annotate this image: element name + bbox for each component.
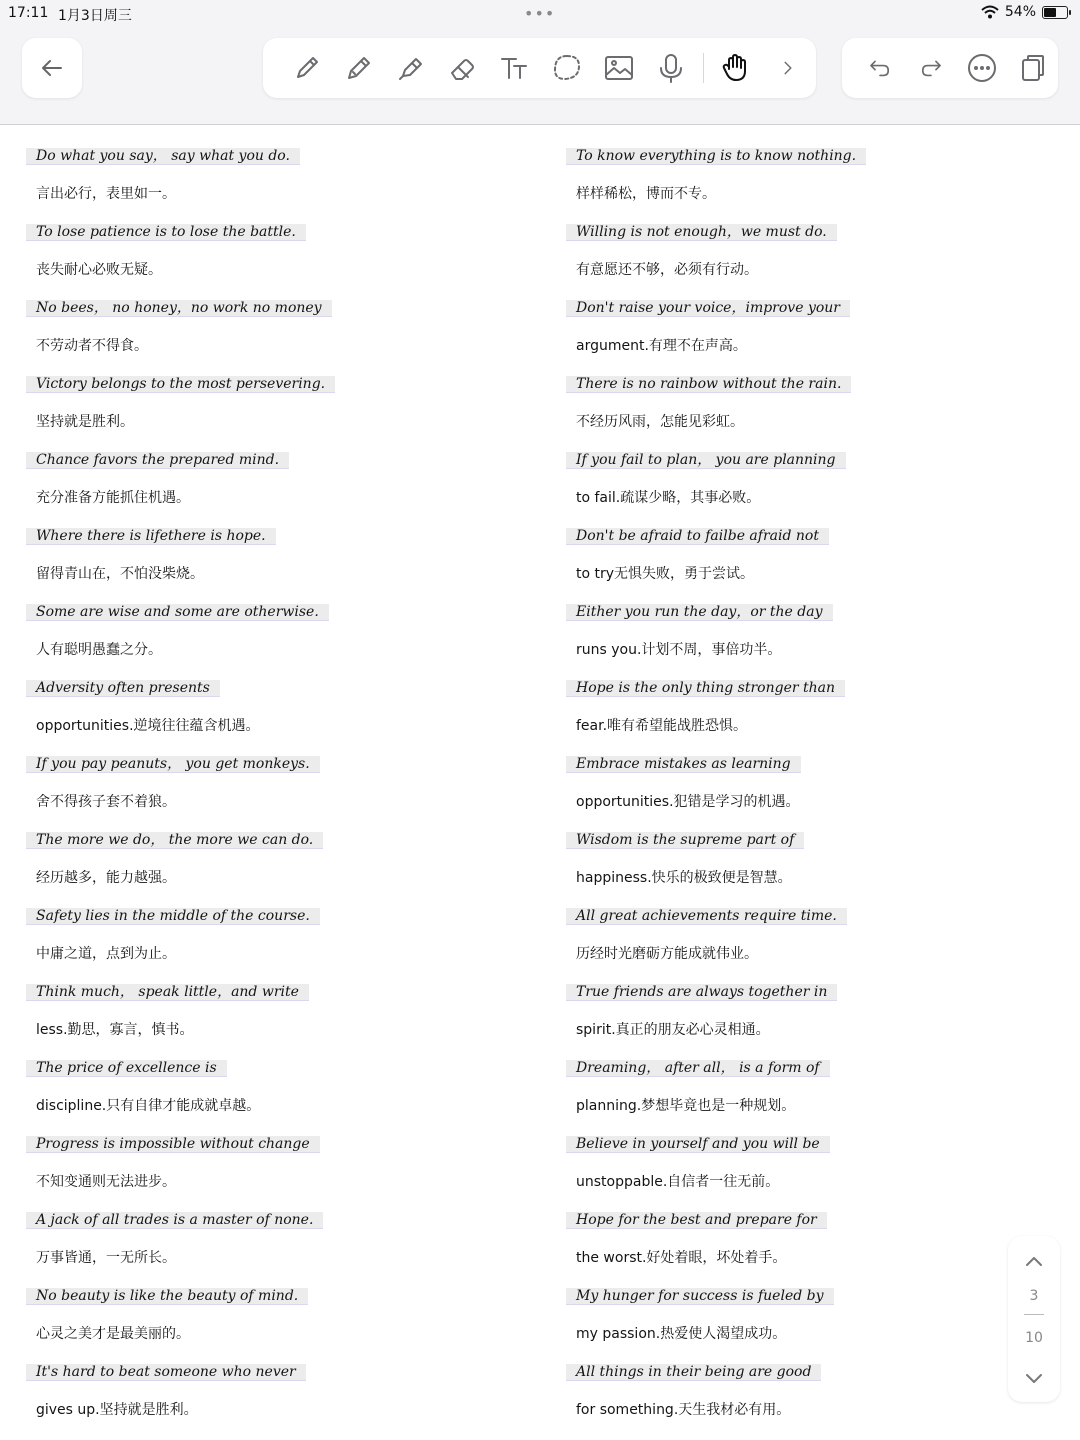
quote-entry bbox=[566, 745, 1080, 821]
total-pages: 10 bbox=[1025, 1330, 1043, 1346]
quote-second-line bbox=[566, 935, 1080, 973]
quote-english-line bbox=[26, 669, 556, 707]
highlighted-quote-text: No beauty is like the beauty of mind. bbox=[26, 1288, 308, 1305]
quote-translation-text: 坚持就是胜利。 bbox=[36, 414, 134, 430]
quote-english-line bbox=[26, 1049, 556, 1087]
quote-translation-text: 不经历风雨，怎能见彩虹。 bbox=[576, 414, 744, 430]
page-navigator bbox=[1008, 1236, 1060, 1402]
quote-english-line bbox=[566, 1353, 1080, 1391]
hand-gesture-icon bbox=[719, 51, 753, 85]
quote-english-line bbox=[26, 593, 556, 631]
quote-english-line bbox=[566, 745, 1080, 783]
highlighted-quote-text: To lose patience is to lose the battle. bbox=[26, 224, 306, 241]
highlighted-quote-text: Don't be afraid to failbe afraid not bbox=[566, 528, 829, 545]
hand-gesture-button[interactable] bbox=[710, 42, 762, 94]
quote-english-line bbox=[566, 593, 1080, 631]
quote-translation-text: argument.有理不在声高。 bbox=[576, 338, 747, 354]
quote-translation-text: 丧失耐心必败无疑。 bbox=[36, 262, 162, 278]
quote-second-line bbox=[566, 707, 1080, 745]
quote-translation-text: spirit.真正的朋友必心灵相通。 bbox=[576, 1022, 770, 1038]
highlighted-quote-text: Willing is not enough，we must do. bbox=[566, 224, 837, 241]
quote-entry bbox=[566, 1049, 1080, 1125]
quote-english-line bbox=[566, 1049, 1080, 1087]
quote-translation-text: 舍不得孩子套不着狼。 bbox=[36, 794, 176, 810]
left-column bbox=[26, 137, 556, 1429]
redo-icon bbox=[917, 54, 945, 82]
redo-button[interactable] bbox=[905, 42, 956, 94]
highlighted-quote-text: A jack of all trades is a master of none. bbox=[26, 1212, 323, 1229]
quote-translation-text: discipline.只有自律才能成就卓越。 bbox=[36, 1098, 261, 1114]
quote-second-line bbox=[26, 327, 556, 365]
quote-english-line bbox=[566, 1277, 1080, 1315]
quote-entry bbox=[26, 213, 556, 289]
quote-translation-text: 留得青山在，不怕没柴烧。 bbox=[36, 566, 204, 582]
quote-entry bbox=[566, 1201, 1080, 1277]
quote-second-line bbox=[566, 555, 1080, 593]
quote-second-line bbox=[566, 1391, 1080, 1429]
quote-entry bbox=[566, 593, 1080, 669]
quote-english-line bbox=[566, 213, 1080, 251]
quote-entry bbox=[566, 973, 1080, 1049]
highlighted-quote-text: Do what you say， say what you do. bbox=[26, 148, 300, 165]
pencil-tool-button[interactable] bbox=[333, 42, 385, 94]
quote-entry bbox=[566, 213, 1080, 289]
quote-second-line bbox=[566, 1011, 1080, 1049]
previous-page-button[interactable] bbox=[1008, 1242, 1060, 1282]
quote-translation-text: fear.唯有希望能战胜恐惧。 bbox=[576, 718, 748, 734]
more-options-button[interactable] bbox=[956, 42, 1007, 94]
wifi-icon bbox=[981, 5, 999, 19]
pen-icon bbox=[290, 51, 324, 85]
quote-english-line bbox=[26, 517, 556, 555]
quote-english-line bbox=[566, 821, 1080, 859]
highlighted-quote-text: There is no rainbow without the rain. bbox=[566, 376, 851, 393]
quote-second-line bbox=[26, 631, 556, 669]
quote-entry bbox=[566, 1353, 1080, 1429]
highlighted-quote-text: Hope for the best and prepare for bbox=[566, 1212, 827, 1229]
microphone-tool-button[interactable] bbox=[645, 42, 697, 94]
quote-english-line bbox=[26, 137, 556, 175]
toolbar-divider bbox=[703, 53, 704, 83]
quote-entry bbox=[566, 517, 1080, 593]
history-actions-bar bbox=[842, 38, 1058, 98]
highlighted-quote-text: All great achievements require time. bbox=[566, 908, 847, 925]
pages-button[interactable] bbox=[1007, 42, 1058, 94]
right-column bbox=[566, 137, 1080, 1429]
highlighter-icon bbox=[394, 51, 428, 85]
quote-translation-text: opportunities.逆境往往蕴含机遇。 bbox=[36, 718, 260, 734]
quote-entry bbox=[26, 1201, 556, 1277]
highlighted-quote-text: Where there is lifethere is hope. bbox=[26, 528, 276, 545]
status-bar bbox=[0, 0, 1080, 28]
quote-english-line bbox=[26, 897, 556, 935]
quote-second-line bbox=[566, 1315, 1080, 1353]
back-arrow-icon bbox=[39, 55, 65, 81]
quote-second-line bbox=[26, 1087, 556, 1125]
quote-entry bbox=[26, 821, 556, 897]
quote-english-line bbox=[26, 365, 556, 403]
quote-second-line bbox=[566, 175, 1080, 213]
quote-english-line bbox=[26, 213, 556, 251]
undo-button[interactable] bbox=[854, 42, 905, 94]
more-icon bbox=[965, 51, 999, 85]
quote-second-line bbox=[566, 251, 1080, 289]
status-date: 1月3日周三 bbox=[58, 8, 132, 24]
highlighted-quote-text: All things in their being are good bbox=[566, 1364, 821, 1381]
quote-entry bbox=[26, 517, 556, 593]
more-tools-button[interactable] bbox=[762, 42, 814, 94]
quote-entry bbox=[26, 1353, 556, 1429]
quote-second-line bbox=[26, 479, 556, 517]
highlighted-quote-text: If you pay peanuts， you get monkeys. bbox=[26, 756, 320, 773]
quote-english-line bbox=[26, 821, 556, 859]
quote-entry bbox=[566, 441, 1080, 517]
quote-second-line bbox=[566, 327, 1080, 365]
quote-second-line bbox=[26, 175, 556, 213]
quote-translation-text: 不劳动者不得食。 bbox=[36, 338, 148, 354]
highlighted-quote-text: My hunger for success is fueled by bbox=[566, 1288, 834, 1305]
pen-tool-button[interactable] bbox=[281, 42, 333, 94]
quote-second-line bbox=[26, 251, 556, 289]
quote-translation-text: 人有聪明愚蠢之分。 bbox=[36, 642, 162, 658]
multitasking-dots-icon[interactable]: ••• bbox=[524, 4, 556, 23]
lasso-tool-button[interactable] bbox=[541, 42, 593, 94]
highlighted-quote-text: Wisdom is the supreme part of bbox=[566, 832, 804, 849]
quote-english-line bbox=[26, 973, 556, 1011]
quote-second-line bbox=[26, 1239, 556, 1277]
highlighted-quote-text: If you fail to plan， you are planning bbox=[566, 452, 846, 469]
quote-english-line bbox=[566, 1201, 1080, 1239]
highlighted-quote-text: The more we do， the more we can do. bbox=[26, 832, 323, 849]
quote-translation-text: less.勤思，寡言，慎书。 bbox=[36, 1022, 194, 1038]
quote-translation-text: 样样稀松，博而不专。 bbox=[576, 186, 716, 202]
quote-english-line bbox=[26, 745, 556, 783]
quote-english-line bbox=[566, 897, 1080, 935]
highlighted-quote-text: True friends are always together in bbox=[566, 984, 837, 1001]
quote-english-line bbox=[26, 441, 556, 479]
quote-entry bbox=[26, 1125, 556, 1201]
highlighted-quote-text: To know everything is to know nothing. bbox=[566, 148, 866, 165]
quote-second-line bbox=[566, 631, 1080, 669]
quote-entry bbox=[26, 441, 556, 517]
quote-english-line bbox=[26, 1125, 556, 1163]
quote-translation-text: 不知变通则无法进步。 bbox=[36, 1174, 176, 1190]
quote-second-line bbox=[26, 707, 556, 745]
quote-english-line bbox=[566, 365, 1080, 403]
pages-icon bbox=[1016, 51, 1050, 85]
quote-english-line bbox=[566, 441, 1080, 479]
quote-english-line bbox=[566, 973, 1080, 1011]
quote-translation-text: 言出必行，表里如一。 bbox=[36, 186, 176, 202]
quote-entry bbox=[566, 137, 1080, 213]
highlighter-tool-button[interactable] bbox=[385, 42, 437, 94]
quote-translation-text: 万事皆通，一无所长。 bbox=[36, 1250, 176, 1266]
note-page[interactable] bbox=[0, 125, 1080, 1440]
highlighted-quote-text: Chance favors the prepared mind. bbox=[26, 452, 289, 469]
text-tool-button[interactable] bbox=[489, 42, 541, 94]
battery-icon bbox=[1042, 6, 1068, 19]
quote-translation-text: happiness.快乐的极致便是智慧。 bbox=[576, 870, 792, 886]
image-tool-button[interactable] bbox=[593, 42, 645, 94]
quote-second-line bbox=[566, 1239, 1080, 1277]
highlighted-quote-text: Safety lies in the middle of the course. bbox=[26, 908, 320, 925]
highlighted-quote-text: Progress is impossible without change bbox=[26, 1136, 320, 1153]
quote-second-line bbox=[566, 479, 1080, 517]
quote-second-line bbox=[26, 1163, 556, 1201]
status-time: 17:11 bbox=[8, 5, 49, 21]
quote-translation-text: opportunities.犯错是学习的机遇。 bbox=[576, 794, 800, 810]
quote-translation-text: 有意愿还不够，必须有行动。 bbox=[576, 262, 758, 278]
highlighted-quote-text: It's hard to beat someone who never bbox=[26, 1364, 306, 1381]
quote-second-line bbox=[566, 403, 1080, 441]
eraser-icon bbox=[446, 51, 480, 85]
quote-second-line bbox=[566, 1163, 1080, 1201]
current-page-number: 3 bbox=[1029, 1288, 1039, 1304]
quote-english-line bbox=[566, 1125, 1080, 1163]
quote-entry bbox=[26, 289, 556, 365]
undo-icon bbox=[866, 54, 894, 82]
quote-translation-text: 心灵之美才是最美丽的。 bbox=[36, 1326, 190, 1342]
back-button[interactable] bbox=[22, 38, 82, 98]
pencil-icon bbox=[342, 51, 376, 85]
battery-percent: 54% bbox=[1004, 4, 1036, 20]
highlighted-quote-text: Some are wise and some are otherwise. bbox=[26, 604, 329, 621]
quote-entry bbox=[26, 897, 556, 973]
chevron-down-icon bbox=[1023, 1367, 1045, 1389]
quote-english-line bbox=[26, 1201, 556, 1239]
quote-english-line bbox=[566, 137, 1080, 175]
quote-entry bbox=[26, 137, 556, 213]
quote-second-line bbox=[26, 935, 556, 973]
quote-translation-text: 中庸之道，点到为止。 bbox=[36, 946, 176, 962]
quote-english-line bbox=[26, 1277, 556, 1315]
image-icon bbox=[602, 51, 636, 85]
status-right bbox=[981, 4, 1068, 20]
quote-entry bbox=[26, 1049, 556, 1125]
highlighted-quote-text: Don't raise your voice，improve your bbox=[566, 300, 850, 317]
next-page-button[interactable] bbox=[1008, 1358, 1060, 1398]
highlighted-quote-text: The price of excellence is bbox=[26, 1060, 227, 1077]
quote-english-line bbox=[566, 669, 1080, 707]
quote-entry bbox=[566, 669, 1080, 745]
quote-translation-text: to fail.疏谋少略，其事必败。 bbox=[576, 490, 761, 506]
quote-translation-text: to try无惧失败，勇于尝试。 bbox=[576, 566, 755, 582]
highlighted-quote-text: Adversity often presents bbox=[26, 680, 220, 697]
quote-entry bbox=[566, 821, 1080, 897]
quote-entry bbox=[566, 289, 1080, 365]
quote-translation-text: planning.梦想毕竟也是一种规划。 bbox=[576, 1098, 796, 1114]
drawing-tools-bar bbox=[263, 38, 816, 98]
highlighted-quote-text: No bees， no honey，no work no money bbox=[26, 300, 332, 317]
quote-translation-text: for something.天生我材必有用。 bbox=[576, 1402, 791, 1418]
quote-second-line bbox=[566, 783, 1080, 821]
quote-translation-text: the worst.好处着眼，坏处着手。 bbox=[576, 1250, 787, 1266]
quote-second-line bbox=[26, 1391, 556, 1429]
quote-second-line bbox=[26, 403, 556, 441]
lasso-icon bbox=[550, 51, 584, 85]
page-number-divider bbox=[1024, 1314, 1044, 1315]
quote-translation-text: runs you.计划不周，事倍功半。 bbox=[576, 642, 782, 658]
quote-entry bbox=[26, 669, 556, 745]
highlighted-quote-text: Embrace mistakes as learning bbox=[566, 756, 801, 773]
quote-translation-text: 历经时光磨砺方能成就伟业。 bbox=[576, 946, 758, 962]
quote-entry bbox=[26, 1277, 556, 1353]
quote-english-line bbox=[566, 517, 1080, 555]
highlighted-quote-text: Believe in yourself and you will be bbox=[566, 1136, 830, 1153]
quote-english-line bbox=[566, 289, 1080, 327]
quote-entry bbox=[26, 745, 556, 821]
quote-second-line bbox=[26, 1315, 556, 1353]
quote-entry bbox=[566, 1277, 1080, 1353]
quote-second-line bbox=[26, 859, 556, 897]
quote-entry bbox=[26, 593, 556, 669]
quote-second-line bbox=[26, 555, 556, 593]
microphone-icon bbox=[654, 51, 688, 85]
text-tool-icon bbox=[498, 51, 532, 85]
highlighted-quote-text: Victory belongs to the most persevering. bbox=[26, 376, 335, 393]
quote-translation-text: 充分准备方能抓住机遇。 bbox=[36, 490, 190, 506]
quote-translation-text: my passion.热爱使人渴望成功。 bbox=[576, 1326, 787, 1342]
quote-entry bbox=[566, 897, 1080, 973]
quote-second-line bbox=[566, 859, 1080, 897]
quote-entry bbox=[26, 365, 556, 441]
highlighted-quote-text: Either you run the day，or the day bbox=[566, 604, 833, 621]
quote-entry bbox=[566, 1125, 1080, 1201]
highlighted-quote-text: Dreaming， after all， is a form of bbox=[566, 1060, 830, 1077]
quote-second-line bbox=[26, 783, 556, 821]
quote-translation-text: 经历越多，能力越强。 bbox=[36, 870, 176, 886]
chevron-right-icon bbox=[776, 56, 800, 80]
quote-second-line bbox=[26, 1011, 556, 1049]
quote-translation-text: gives up.坚持就是胜利。 bbox=[36, 1402, 198, 1418]
quote-second-line bbox=[566, 1087, 1080, 1125]
quote-entry bbox=[26, 973, 556, 1049]
quote-entry bbox=[566, 365, 1080, 441]
quote-english-line bbox=[26, 289, 556, 327]
highlighted-quote-text: Hope is the only thing stronger than bbox=[566, 680, 845, 697]
highlighted-quote-text: Think much， speak little，and write bbox=[26, 984, 309, 1001]
quote-translation-text: unstoppable.自信者一往无前。 bbox=[576, 1174, 780, 1190]
chevron-up-icon bbox=[1023, 1251, 1045, 1273]
quote-english-line bbox=[26, 1353, 556, 1391]
eraser-tool-button[interactable] bbox=[437, 42, 489, 94]
